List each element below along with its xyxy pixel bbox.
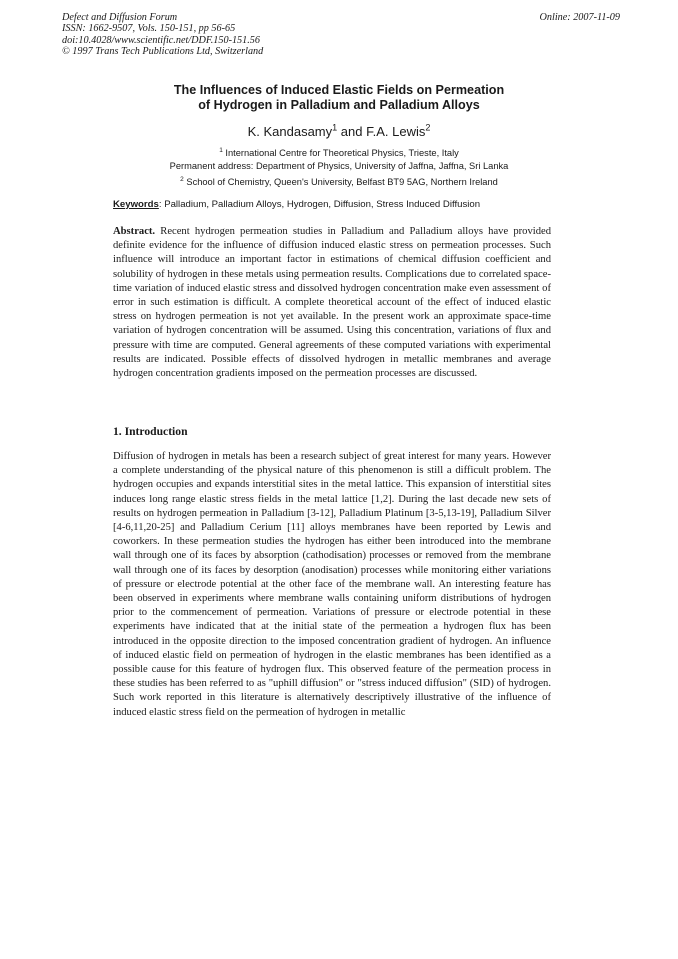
paper-title: [100, 83, 578, 113]
author-2-mark: 2: [425, 122, 431, 133]
title-line-2: of Hydrogen in Palladium and Palladium Alloys: [198, 98, 480, 112]
affiliation-1-text: International Centre for Theoretical Physics, Trieste, Italy: [222, 148, 459, 158]
abstract: [113, 225, 551, 381]
author-joiner: and: [337, 124, 367, 139]
keywords-label: Keywords: [113, 199, 159, 210]
introduction-text: Diffusion of hydrogen in metals has been a research subject of great interest for many years. However a complete understanding of the physical nature of this phenomenon is still a difficult problem. The hydrogen occupies and expands interstitial sites in the metal lattice. This expansion of interstitial sites induces long range elastic stress fields in the metal lattice [1,2]. During the last decade new sets of results on hydrogen permeation in Palladium [3-12], Palladium Platinum [3-5,13-19], Palladium Silver [4-6,11,20-25] and Palladium Cerium [11] alloys membranes have been reported by Lewis and coworkers. In these permeation studies the hydrogen has either been introduced into the membrane wall through one of its faces by absorption (cathodisation) processes or removed from the membrane wall through one of its faces by desorption (anodisation) processes while monitoring either variations of pressure or electrode potential at the other face of the membrane wall. An interesting feature has been observed in experiments where membrane walls containing uniform distributions of hydrogen prior to the commencement of permeation. Variations of pressure or electrode potential in these experiments have indicated that at the initial state of the permeation a hydrogen flux has been introduced in the opposite direction to the imposed concentration gradient of hydrogen. An influence of induced elastic field on permeation of hydrogen in the elastic membranes has been identified as a possible cause for this feature of hydrogen flux. This observed feature of the permeation process in these studies has been referred to as "uphill diffusion" or "stress induced diffusion" (SID) of hydrogen. Such work reported in this literature is alternatively descriptively illustrative of the influence of induced elastic stress field on the permeation of hydrogen in metallic: [113, 451, 551, 718]
abstract-text: Recent hydrogen permeation studies in Palladium and Palladium alloys have provided definite evidence for the influence of diffusion induced elastic stress on permeation processes. Such influence will introduce an important factor in estimations of chemical diffusion coefficient and solubility of hydrogen in these metals using permeation results. Complications due to correlated space-time variation of induced elastic stress and dissolved hydrogen concentration make even assessment of error in such estimation is difficult. A complete theoretical account of the effect of induced elastic stress on hydrogen permeation is not yet available. In the present work an approximate space-time variation of hydrogen concentration will be assumed. Using this concentration, variations of flux and pressure with time are computed. General agreements of these computed variations with experimental results are indicated. Possible effects of dissolved hydrogen in metallic membranes and average hydrogen concentration gradients imposed on the permeation processes are discussed.: [113, 226, 551, 380]
journal-name: Defect and Diffusion Forum: [62, 12, 178, 23]
abstract-label: Abstract.: [113, 226, 156, 237]
keywords: [113, 199, 633, 210]
author-list: [100, 124, 578, 139]
affiliation-2: [100, 177, 578, 187]
journal-header: [62, 12, 263, 57]
issn-line: ISSN: 1662-9507, Vols. 150-151, pp 56-65: [62, 23, 236, 35]
affiliation-1-mark: 1: [219, 146, 223, 154]
author-1-mark: 1: [332, 122, 338, 133]
keywords-text: : Palladium, Palladium Alloys, Hydrogen, Diffusion, Stress Induced Diffusion: [158, 199, 481, 210]
doi-line: doi:10.4028/www.scientific.net/DDF.150-151.56: [62, 34, 260, 46]
author-1: K. Kandasamy: [247, 124, 333, 139]
title-line-1: The Influences of Induced Elastic Fields on Permeation: [173, 83, 505, 97]
author-2: F.A. Lewis: [366, 124, 426, 139]
permanent-address: Permanent address: Department of Physics, University of Jaffna, Jaffna, Sri Lanka: [169, 161, 509, 171]
section-heading: 1. Introduction: [113, 425, 188, 438]
copyright-line: © 1997 Trans Tech Publications Ltd, Switzerland: [62, 45, 264, 57]
online-date: Online: 2007-11-09: [539, 12, 620, 23]
affiliation-2-text: School of Chemistry, Queen's University, Belfast BT9 5AG, Northern Ireland: [183, 177, 498, 187]
affiliation-1: [100, 148, 578, 158]
affiliation-2-mark: 2: [180, 175, 184, 183]
